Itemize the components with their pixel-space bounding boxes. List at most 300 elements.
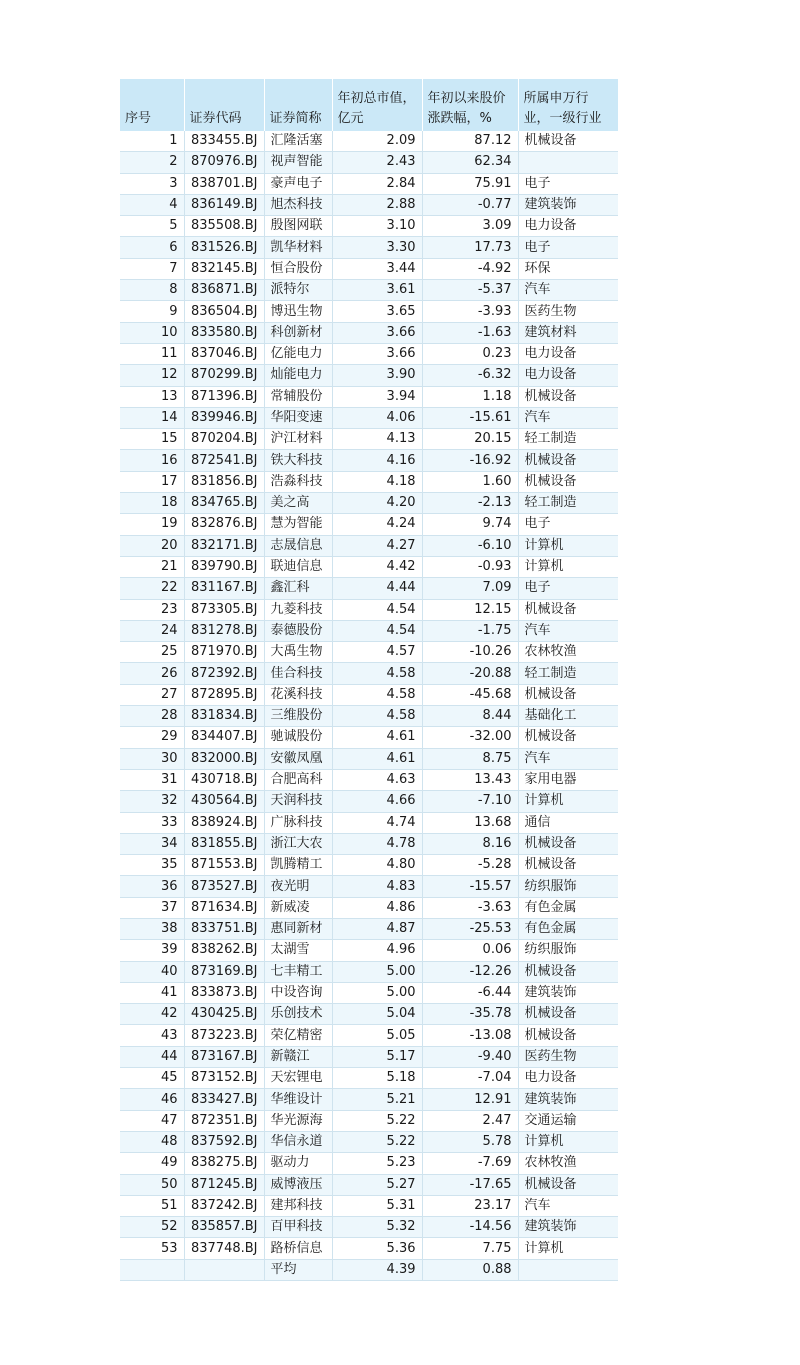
- cell-index: 1: [120, 131, 184, 152]
- cell-index: 3: [120, 173, 184, 194]
- cell-market-cap: 4.16: [332, 450, 422, 471]
- cell-industry: 机械设备: [518, 961, 618, 982]
- table-row: [120, 280, 618, 301]
- cell-index: 19: [120, 514, 184, 535]
- cell-index: 20: [120, 535, 184, 556]
- cell-price-change: -15.57: [422, 876, 518, 897]
- cell-price-change: -9.40: [422, 1046, 518, 1067]
- cell-index: 24: [120, 620, 184, 641]
- cell-index: 40: [120, 961, 184, 982]
- cell-price-change: 75.91: [422, 173, 518, 194]
- cell-industry: 有色金属: [518, 918, 618, 939]
- cell-market-cap: 4.66: [332, 791, 422, 812]
- cell-price-change: 7.75: [422, 1238, 518, 1259]
- table-row: [120, 1004, 618, 1025]
- cell-name: 美之高: [264, 493, 332, 514]
- cell-index: 31: [120, 769, 184, 790]
- cell-index: 6: [120, 237, 184, 258]
- table-row: [120, 216, 618, 237]
- table-row: [120, 194, 618, 215]
- cell-code: 430718.BJ: [184, 769, 264, 790]
- cell-name: 驰诚股份: [264, 727, 332, 748]
- cell-index: 16: [120, 450, 184, 471]
- cell-name: 安徽凤凰: [264, 748, 332, 769]
- cell-price-change: -0.93: [422, 556, 518, 577]
- cell-name: 合肥高科: [264, 769, 332, 790]
- cell-name: 新威凌: [264, 897, 332, 918]
- cell-index: 2: [120, 152, 184, 173]
- table-row: [120, 365, 618, 386]
- cell-code: 873527.BJ: [184, 876, 264, 897]
- cell-code: 870204.BJ: [184, 429, 264, 450]
- cell-name: 派特尔: [264, 280, 332, 301]
- cell-index: 33: [120, 812, 184, 833]
- summary-cell-industry: [518, 1259, 618, 1280]
- cell-industry: 汽车: [518, 1195, 618, 1216]
- cell-price-change: 12.15: [422, 599, 518, 620]
- cell-index: 27: [120, 684, 184, 705]
- table-row: [120, 1153, 618, 1174]
- cell-industry: 机械设备: [518, 1025, 618, 1046]
- cell-industry: 电子: [518, 578, 618, 599]
- cell-index: 25: [120, 642, 184, 663]
- cell-industry: 轻工制造: [518, 493, 618, 514]
- table-row: [120, 833, 618, 854]
- cell-price-change: -7.10: [422, 791, 518, 812]
- cell-code: 870976.BJ: [184, 152, 264, 173]
- cell-index: 45: [120, 1068, 184, 1089]
- cell-price-change: -15.61: [422, 407, 518, 428]
- cell-name: 铁大科技: [264, 450, 332, 471]
- table-row: [120, 514, 618, 535]
- cell-name: 夜光明: [264, 876, 332, 897]
- cell-price-change: -45.68: [422, 684, 518, 705]
- cell-price-change: -3.93: [422, 301, 518, 322]
- cell-index: 43: [120, 1025, 184, 1046]
- cell-market-cap: 4.54: [332, 599, 422, 620]
- cell-industry: 机械设备: [518, 471, 618, 492]
- cell-code: 837046.BJ: [184, 343, 264, 364]
- cell-code: 837592.BJ: [184, 1131, 264, 1152]
- cell-market-cap: 3.94: [332, 386, 422, 407]
- cell-code: 833427.BJ: [184, 1089, 264, 1110]
- cell-price-change: -7.69: [422, 1153, 518, 1174]
- cell-name: 七丰精工: [264, 961, 332, 982]
- table-row: [120, 301, 618, 322]
- cell-index: 37: [120, 897, 184, 918]
- cell-price-change: -3.63: [422, 897, 518, 918]
- table-row: [120, 237, 618, 258]
- cell-index: 48: [120, 1131, 184, 1152]
- table-row: [120, 556, 618, 577]
- cell-market-cap: 5.17: [332, 1046, 422, 1067]
- summary-row: [120, 1259, 618, 1280]
- cell-market-cap: 5.31: [332, 1195, 422, 1216]
- cell-index: 51: [120, 1195, 184, 1216]
- cell-name: 威博液压: [264, 1174, 332, 1195]
- cell-industry: 电力设备: [518, 343, 618, 364]
- cell-market-cap: 4.74: [332, 812, 422, 833]
- cell-code: 871970.BJ: [184, 642, 264, 663]
- header-row: [120, 79, 618, 131]
- cell-market-cap: 4.96: [332, 940, 422, 961]
- cell-price-change: 1.18: [422, 386, 518, 407]
- cell-price-change: -4.92: [422, 258, 518, 279]
- cell-name: 华阳变速: [264, 407, 332, 428]
- cell-name: 建邦科技: [264, 1195, 332, 1216]
- cell-price-change: 9.74: [422, 514, 518, 535]
- cell-code: 832145.BJ: [184, 258, 264, 279]
- cell-price-change: 1.60: [422, 471, 518, 492]
- cell-industry: 建筑装饰: [518, 1089, 618, 1110]
- cell-market-cap: 4.54: [332, 620, 422, 641]
- table-row: [120, 258, 618, 279]
- cell-industry: 建筑装饰: [518, 982, 618, 1003]
- cell-industry: 汽车: [518, 748, 618, 769]
- cell-code: 873152.BJ: [184, 1068, 264, 1089]
- table-row: [120, 706, 618, 727]
- cell-index: 41: [120, 982, 184, 1003]
- cell-market-cap: 4.42: [332, 556, 422, 577]
- cell-code: 837748.BJ: [184, 1238, 264, 1259]
- cell-name: 天润科技: [264, 791, 332, 812]
- table-row: [120, 961, 618, 982]
- cell-name: 殷图网联: [264, 216, 332, 237]
- cell-name: 沪江材料: [264, 429, 332, 450]
- cell-name: 凯腾精工: [264, 855, 332, 876]
- cell-code: 839946.BJ: [184, 407, 264, 428]
- cell-name: 灿能电力: [264, 365, 332, 386]
- cell-price-change: 8.44: [422, 706, 518, 727]
- cell-index: 10: [120, 322, 184, 343]
- cell-price-change: -12.26: [422, 961, 518, 982]
- table-row: [120, 1195, 618, 1216]
- cell-index: 22: [120, 578, 184, 599]
- table-row: [120, 152, 618, 173]
- cell-price-change: 87.12: [422, 131, 518, 152]
- header-code: 证券代码: [184, 79, 264, 131]
- header-price-change: 年初以来股价涨跌幅，%: [422, 79, 518, 131]
- cell-industry: 机械设备: [518, 131, 618, 152]
- cell-price-change: -5.37: [422, 280, 518, 301]
- table-row: [120, 429, 618, 450]
- cell-code: 872392.BJ: [184, 663, 264, 684]
- cell-price-change: 8.16: [422, 833, 518, 854]
- cell-index: 26: [120, 663, 184, 684]
- cell-industry: 电力设备: [518, 365, 618, 386]
- cell-industry: 电力设备: [518, 1068, 618, 1089]
- table-row: [120, 599, 618, 620]
- cell-price-change: -13.08: [422, 1025, 518, 1046]
- cell-industry: 电力设备: [518, 216, 618, 237]
- cell-index: 39: [120, 940, 184, 961]
- table-row: [120, 684, 618, 705]
- table-row: [120, 940, 618, 961]
- table-row: [120, 1025, 618, 1046]
- table-row: [120, 1089, 618, 1110]
- cell-index: 32: [120, 791, 184, 812]
- cell-code: 870299.BJ: [184, 365, 264, 386]
- cell-name: 太湖雪: [264, 940, 332, 961]
- cell-name: 乐创技术: [264, 1004, 332, 1025]
- summary-cell-code: [184, 1259, 264, 1280]
- cell-code: 835857.BJ: [184, 1217, 264, 1238]
- cell-price-change: -6.32: [422, 365, 518, 386]
- cell-code: 832171.BJ: [184, 535, 264, 556]
- cell-industry: 计算机: [518, 1238, 618, 1259]
- cell-index: 29: [120, 727, 184, 748]
- cell-code: 833455.BJ: [184, 131, 264, 152]
- cell-industry: 通信: [518, 812, 618, 833]
- cell-market-cap: 4.80: [332, 855, 422, 876]
- table-row: [120, 727, 618, 748]
- cell-code: 873305.BJ: [184, 599, 264, 620]
- cell-industry: 机械设备: [518, 386, 618, 407]
- cell-code: 833751.BJ: [184, 918, 264, 939]
- cell-code: 838262.BJ: [184, 940, 264, 961]
- cell-market-cap: 2.09: [332, 131, 422, 152]
- cell-name: 新赣江: [264, 1046, 332, 1067]
- cell-code: 831526.BJ: [184, 237, 264, 258]
- cell-price-change: 13.68: [422, 812, 518, 833]
- cell-price-change: -5.28: [422, 855, 518, 876]
- cell-name: 联迪信息: [264, 556, 332, 577]
- cell-industry: 机械设备: [518, 833, 618, 854]
- cell-industry: 计算机: [518, 791, 618, 812]
- cell-price-change: -6.44: [422, 982, 518, 1003]
- cell-market-cap: 2.88: [332, 194, 422, 215]
- cell-name: 凯华材料: [264, 237, 332, 258]
- cell-index: 13: [120, 386, 184, 407]
- cell-industry: 交通运输: [518, 1110, 618, 1131]
- cell-code: 835508.BJ: [184, 216, 264, 237]
- table-row: [120, 1131, 618, 1152]
- table-row: [120, 769, 618, 790]
- cell-market-cap: 5.22: [332, 1131, 422, 1152]
- table-row: [120, 982, 618, 1003]
- cell-price-change: -32.00: [422, 727, 518, 748]
- cell-code: 831834.BJ: [184, 706, 264, 727]
- cell-code: 873167.BJ: [184, 1046, 264, 1067]
- cell-name: 大禹生物: [264, 642, 332, 663]
- cell-market-cap: 4.58: [332, 663, 422, 684]
- cell-name: 华维设计: [264, 1089, 332, 1110]
- cell-index: 14: [120, 407, 184, 428]
- header-market-cap: 年初总市值，亿元: [332, 79, 422, 131]
- cell-name: 常辅股份: [264, 386, 332, 407]
- cell-industry: 计算机: [518, 535, 618, 556]
- table-row: [120, 663, 618, 684]
- cell-market-cap: 3.90: [332, 365, 422, 386]
- cell-index: 28: [120, 706, 184, 727]
- cell-market-cap: 4.18: [332, 471, 422, 492]
- cell-price-change: -0.77: [422, 194, 518, 215]
- cell-price-change: 5.78: [422, 1131, 518, 1152]
- cell-code: 871245.BJ: [184, 1174, 264, 1195]
- cell-index: 30: [120, 748, 184, 769]
- cell-code: 834765.BJ: [184, 493, 264, 514]
- cell-code: 838275.BJ: [184, 1153, 264, 1174]
- cell-index: 23: [120, 599, 184, 620]
- cell-industry: 基础化工: [518, 706, 618, 727]
- cell-name: 广脉科技: [264, 812, 332, 833]
- summary-cell-name: 平均: [264, 1259, 332, 1280]
- summary-cell-price-change: 0.88: [422, 1259, 518, 1280]
- cell-code: 834407.BJ: [184, 727, 264, 748]
- cell-market-cap: 5.32: [332, 1217, 422, 1238]
- cell-price-change: -7.04: [422, 1068, 518, 1089]
- cell-index: 36: [120, 876, 184, 897]
- cell-index: 49: [120, 1153, 184, 1174]
- header-industry: 所属申万行业，一级行业: [518, 79, 618, 131]
- table-row: [120, 386, 618, 407]
- cell-name: 浩淼科技: [264, 471, 332, 492]
- cell-name: 九菱科技: [264, 599, 332, 620]
- cell-market-cap: 4.86: [332, 897, 422, 918]
- cell-name: 亿能电力: [264, 343, 332, 364]
- cell-market-cap: 3.30: [332, 237, 422, 258]
- table-row: [120, 1217, 618, 1238]
- cell-industry: 计算机: [518, 1131, 618, 1152]
- cell-code: 831856.BJ: [184, 471, 264, 492]
- header-name: 证券简称: [264, 79, 332, 131]
- cell-market-cap: 5.00: [332, 961, 422, 982]
- cell-index: 46: [120, 1089, 184, 1110]
- cell-market-cap: 4.06: [332, 407, 422, 428]
- cell-name: 三维股份: [264, 706, 332, 727]
- cell-industry: 汽车: [518, 280, 618, 301]
- cell-index: 11: [120, 343, 184, 364]
- cell-market-cap: 4.20: [332, 493, 422, 514]
- cell-code: 836871.BJ: [184, 280, 264, 301]
- cell-market-cap: 4.44: [332, 578, 422, 599]
- table-row: [120, 897, 618, 918]
- table-header: [120, 79, 618, 131]
- table-row: [120, 1238, 618, 1259]
- cell-price-change: 13.43: [422, 769, 518, 790]
- cell-price-change: 7.09: [422, 578, 518, 599]
- cell-price-change: -2.13: [422, 493, 518, 514]
- cell-market-cap: 5.27: [332, 1174, 422, 1195]
- cell-market-cap: 5.36: [332, 1238, 422, 1259]
- cell-code: 831278.BJ: [184, 620, 264, 641]
- cell-price-change: 0.06: [422, 940, 518, 961]
- cell-index: 18: [120, 493, 184, 514]
- cell-index: 47: [120, 1110, 184, 1131]
- cell-market-cap: 4.83: [332, 876, 422, 897]
- cell-industry: 建筑装饰: [518, 194, 618, 215]
- cell-price-change: -16.92: [422, 450, 518, 471]
- cell-name: 华光源海: [264, 1110, 332, 1131]
- cell-industry: 建筑材料: [518, 322, 618, 343]
- table-row: [120, 131, 618, 152]
- cell-industry: 电子: [518, 237, 618, 258]
- cell-index: 53: [120, 1238, 184, 1259]
- cell-market-cap: 4.58: [332, 684, 422, 705]
- table-row: [120, 918, 618, 939]
- table-row: [120, 343, 618, 364]
- cell-name: 百甲科技: [264, 1217, 332, 1238]
- cell-index: 35: [120, 855, 184, 876]
- table-row: [120, 1174, 618, 1195]
- cell-price-change: -20.88: [422, 663, 518, 684]
- cell-market-cap: 5.00: [332, 982, 422, 1003]
- cell-industry: 医药生物: [518, 1046, 618, 1067]
- stock-table: [120, 79, 618, 1281]
- cell-code: 831855.BJ: [184, 833, 264, 854]
- table-row: [120, 535, 618, 556]
- cell-industry: 汽车: [518, 620, 618, 641]
- table-row: [120, 578, 618, 599]
- cell-industry: 计算机: [518, 556, 618, 577]
- cell-market-cap: 5.21: [332, 1089, 422, 1110]
- cell-code: 833873.BJ: [184, 982, 264, 1003]
- cell-industry: 农林牧渔: [518, 642, 618, 663]
- cell-code: 872895.BJ: [184, 684, 264, 705]
- cell-market-cap: 4.13: [332, 429, 422, 450]
- cell-code: 833580.BJ: [184, 322, 264, 343]
- cell-index: 4: [120, 194, 184, 215]
- cell-industry: 电子: [518, 173, 618, 194]
- cell-code: 430564.BJ: [184, 791, 264, 812]
- cell-code: 831167.BJ: [184, 578, 264, 599]
- cell-index: 15: [120, 429, 184, 450]
- cell-index: 34: [120, 833, 184, 854]
- cell-index: 7: [120, 258, 184, 279]
- cell-name: 天宏锂电: [264, 1068, 332, 1089]
- cell-industry: 轻工制造: [518, 663, 618, 684]
- cell-industry: 汽车: [518, 407, 618, 428]
- cell-name: 佳合科技: [264, 663, 332, 684]
- cell-index: 52: [120, 1217, 184, 1238]
- cell-price-change: 23.17: [422, 1195, 518, 1216]
- cell-industry: 机械设备: [518, 1174, 618, 1195]
- cell-index: 5: [120, 216, 184, 237]
- cell-code: 873223.BJ: [184, 1025, 264, 1046]
- cell-name: 浙江大农: [264, 833, 332, 854]
- cell-name: 泰德股份: [264, 620, 332, 641]
- table-row: [120, 322, 618, 343]
- cell-market-cap: 4.63: [332, 769, 422, 790]
- cell-code: 837242.BJ: [184, 1195, 264, 1216]
- cell-code: 871396.BJ: [184, 386, 264, 407]
- cell-market-cap: 5.05: [332, 1025, 422, 1046]
- cell-market-cap: 3.61: [332, 280, 422, 301]
- cell-industry: 机械设备: [518, 855, 618, 876]
- cell-code: 873169.BJ: [184, 961, 264, 982]
- cell-market-cap: 3.65: [332, 301, 422, 322]
- cell-industry: 机械设备: [518, 684, 618, 705]
- table-row: [120, 493, 618, 514]
- cell-name: 汇隆活塞: [264, 131, 332, 152]
- cell-market-cap: 3.10: [332, 216, 422, 237]
- cell-market-cap: 2.84: [332, 173, 422, 194]
- table-row: [120, 855, 618, 876]
- cell-index: 17: [120, 471, 184, 492]
- cell-code: 838701.BJ: [184, 173, 264, 194]
- cell-price-change: 20.15: [422, 429, 518, 450]
- cell-price-change: 2.47: [422, 1110, 518, 1131]
- table-row: [120, 1110, 618, 1131]
- cell-name: 中设咨询: [264, 982, 332, 1003]
- cell-code: 839790.BJ: [184, 556, 264, 577]
- cell-price-change: -1.75: [422, 620, 518, 641]
- cell-code: 836504.BJ: [184, 301, 264, 322]
- cell-price-change: -17.65: [422, 1174, 518, 1195]
- cell-code: 871634.BJ: [184, 897, 264, 918]
- cell-market-cap: 4.61: [332, 727, 422, 748]
- cell-market-cap: 4.24: [332, 514, 422, 535]
